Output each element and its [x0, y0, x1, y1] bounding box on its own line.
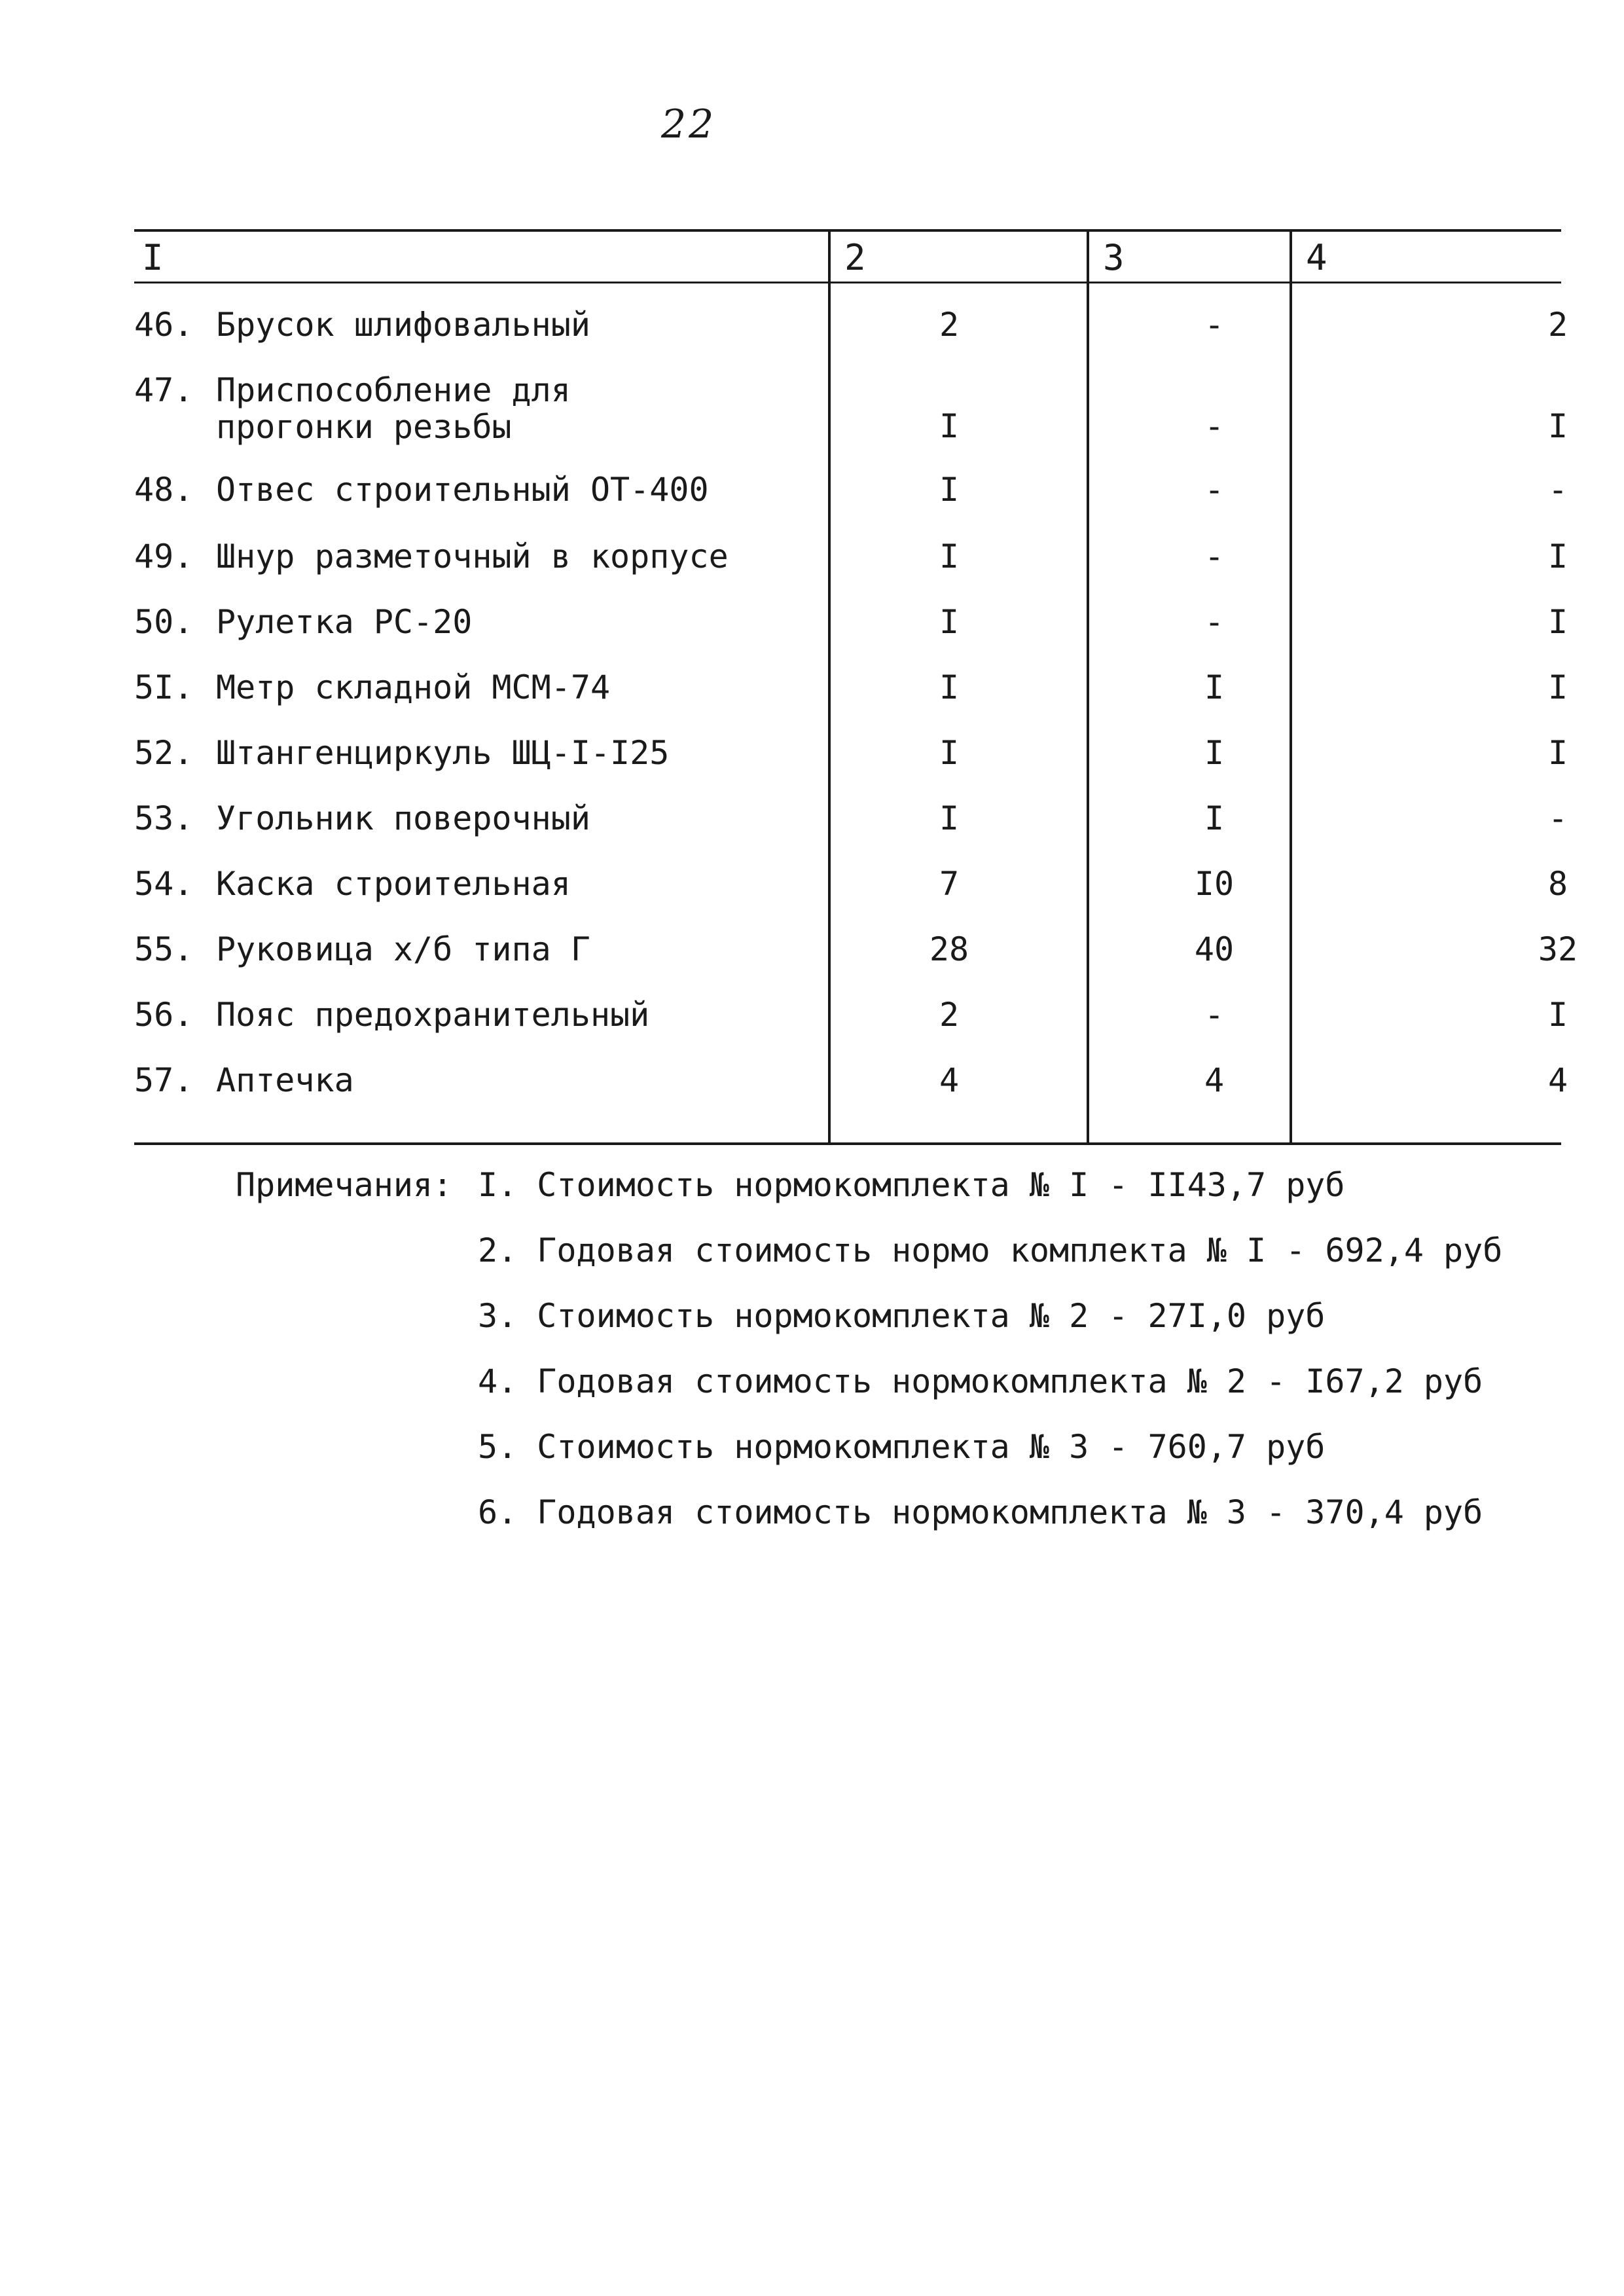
page-number: 22 [661, 101, 717, 147]
row-value-col4: - [1547, 799, 1568, 837]
row-number: 54. [134, 865, 194, 903]
row-name: Угольник поверочный [216, 799, 590, 837]
row-number: 52. [134, 734, 194, 772]
row-name: Метр складной МСМ-74 [216, 668, 611, 706]
table-bottom-rule [134, 1142, 1561, 1145]
row-value-col3: - [1204, 996, 1225, 1034]
row-number: 50. [134, 603, 194, 641]
row-name: Штангенциркуль ШЦ-I-I25 [216, 734, 670, 772]
table-header-rule [134, 282, 1561, 283]
row-value-col4: I [1547, 734, 1568, 772]
row-value-col3: - [1204, 471, 1225, 509]
row-value-col2: I [939, 471, 960, 509]
row-value-col4: I [1547, 407, 1568, 445]
column-divider-3 [1087, 229, 1089, 1144]
column-header-1: I [142, 237, 164, 278]
notes-label: Примечания: [236, 1166, 453, 1204]
row-name: Руковица х/б типа Г [216, 930, 590, 968]
row-value-col3: - [1204, 538, 1225, 575]
row-name: Приспособление для прогонки резьбы [216, 371, 571, 446]
row-value-col2: I [939, 734, 960, 772]
row-value-col4: 2 [1547, 306, 1568, 344]
row-value-col3: 40 [1194, 930, 1235, 968]
row-name: Рулетка РС-20 [216, 603, 473, 641]
note-item: 2. Годовая стоимость нормо комплекта № I - 692,4 руб [478, 1231, 1503, 1269]
row-name: Аптечка [216, 1061, 354, 1099]
row-number: 48. [134, 471, 194, 509]
row-value-col3: - [1204, 306, 1225, 344]
column-header-2: 2 [844, 237, 866, 278]
row-value-col3: - [1204, 407, 1225, 445]
row-name: Пояс предохранительный [216, 996, 650, 1034]
note-item: I. Стоимость нормокомплекта № I - II43,7 руб [478, 1166, 1345, 1204]
row-name: Каска строительная [216, 865, 571, 903]
row-name: Шнур разметочный в корпусе [216, 538, 729, 575]
row-value-col2: I [939, 799, 960, 837]
note-item: 4. Годовая стоимость нормокомплекта № 2 - I67,2 руб [478, 1362, 1483, 1400]
row-value-col4: I [1547, 996, 1568, 1034]
row-value-col4: I [1547, 603, 1568, 641]
row-value-col2: I [939, 538, 960, 575]
row-number: 49. [134, 538, 194, 575]
row-number: 57. [134, 1061, 194, 1099]
row-value-col3: I [1204, 734, 1225, 772]
row-number: 53. [134, 799, 194, 837]
row-value-col2: 4 [939, 1061, 960, 1099]
column-divider-2 [828, 229, 831, 1144]
note-item: 5. Стоимость нормокомплекта № 3 - 760,7 руб [478, 1428, 1326, 1466]
row-value-col2: 2 [939, 996, 960, 1034]
row-value-col4: 8 [1547, 865, 1568, 903]
row-value-col2: I [939, 668, 960, 706]
row-number: 46. [134, 306, 194, 344]
note-item: 3. Стоимость нормокомплекта № 2 - 27I,0 руб [478, 1297, 1326, 1335]
row-value-col2: 28 [929, 930, 969, 968]
row-number: 47. [134, 371, 194, 409]
note-item: 6. Годовая стоимость нормокомплекта № 3 - 370,4 руб [478, 1493, 1483, 1531]
row-value-col3: I [1204, 668, 1225, 706]
row-value-col4: I [1547, 538, 1568, 575]
row-value-col2: 2 [939, 306, 960, 344]
row-number: 5I. [134, 668, 194, 706]
row-name: Отвес строительный ОТ-400 [216, 471, 709, 509]
row-value-col2: I [939, 603, 960, 641]
row-value-col4: 32 [1538, 930, 1578, 968]
row-value-col3: - [1204, 603, 1225, 641]
row-value-col2: 7 [939, 865, 960, 903]
row-value-col2: I [939, 407, 960, 445]
row-number: 56. [134, 996, 194, 1034]
table-top-rule [134, 229, 1561, 232]
row-number: 55. [134, 930, 194, 968]
row-value-col3: I0 [1194, 865, 1235, 903]
column-header-4: 4 [1306, 237, 1327, 278]
row-name: Брусок шлифовальный [216, 306, 590, 344]
row-value-col4: I [1547, 668, 1568, 706]
column-header-3: 3 [1103, 237, 1125, 278]
column-divider-4 [1290, 229, 1292, 1144]
row-value-col4: - [1547, 471, 1568, 509]
row-value-col3: 4 [1204, 1061, 1225, 1099]
row-value-col3: I [1204, 799, 1225, 837]
row-value-col4: 4 [1547, 1061, 1568, 1099]
